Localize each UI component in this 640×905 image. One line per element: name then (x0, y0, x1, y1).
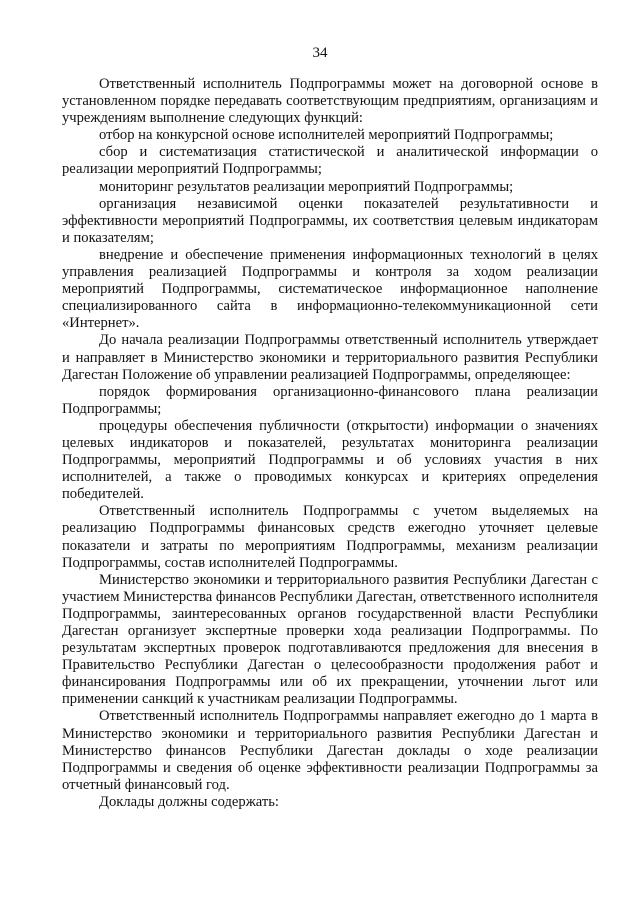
paragraph-13: Доклады должны содержать: (99, 793, 279, 810)
paragraph-3: сбор и систематизация статистической и аналитической информации о реализации мероприятий Подпрограммы; (62, 144, 598, 178)
paragraph-12: Ответственный исполнитель Подпрограммы направляет ежегодно до 1 марта в Министерство экономики и территориального развития Республики Дагестан и Министерство финансов Республики Дагестан доклады о ходе реализации Подпрограммы и сведения об оценке эффективности реализации Подпрограммы за отчетный финансовый год. (62, 708, 598, 793)
paragraph-1: Ответственный исполнитель Подпрограммы может на договорной основе в установленном порядке передавать соответствующим предприятиям, организациям и учреждениям выполнение следующих функций: (62, 76, 598, 127)
paragraph-10: Ответственный исполнитель Подпрограммы с учетом выделяемых на реализацию Подпрограммы финансовых средств ежегодно уточняет целевые показатели и затраты по мероприятиям Подпрограммы, механизм реализации Подпрограммы, состав исполнителей Подпрограммы. (62, 503, 598, 571)
paragraph-8: порядок формирования организационно-финансового плана реализации Подпрограммы; (62, 383, 598, 417)
paragraph-7: До начала реализации Подпрограммы ответственный исполнитель утверждает и направляет в Министерство экономики и территориального развития Республики Дагестан Положение об управлении реализацией Подпрограммы, определяющее: (62, 332, 598, 383)
paragraph-11: Министерство экономики и территориального развития Республики Дагестан с участием Министерства финансов Республики Дагестан, ответственного исполнителя Подпрограммы, заинтересованных органов государственной власти Республики Дагестан организует экспертные проверки хода реализации Подпрограммы. По результатам экспертных проверок подготавливаются предложения для внесения в Правительство Республики Дагестан о целесообразности продолжения работ и финансирования Подпрограммы или об их прекращении, уточнении льгот или применении санкций к участникам реализации Подпрограммы. (62, 571, 598, 708)
page-number: 34 (312, 45, 328, 61)
paragraph-4: мониторинг результатов реализации мероприятий Подпрограммы; (99, 178, 514, 195)
paragraph-2: отбор на конкурсной основе исполнителей мероприятий Подпрограммы; (99, 127, 554, 144)
paragraph-6: внедрение и обеспечение применения информационных технологий в целях управления реализацией Подпрограммы и контроля за ходом реализации мероприятий Подпрограммы, систематическое информационное наполнение специализированного сайта в информационно-телекоммуникационной сети «Интернет». (62, 246, 598, 332)
paragraph-9: процедуры обеспечения публичности (открытости) информации о значениях целевых индикаторов и показателей, результатах мониторинга реализации Подпрограммы, мероприятий Подпрограммы и об условиях участия в них исполнителей, а также о проводимых конкурсах и критериях определения победителей. (62, 417, 598, 503)
paragraph-5: организация независимой оценки показателей результативности и эффективности мероприятий Подпрограммы, их соответствия целевым индикаторам и показателям; (62, 195, 598, 246)
document-body (62, 76, 598, 811)
